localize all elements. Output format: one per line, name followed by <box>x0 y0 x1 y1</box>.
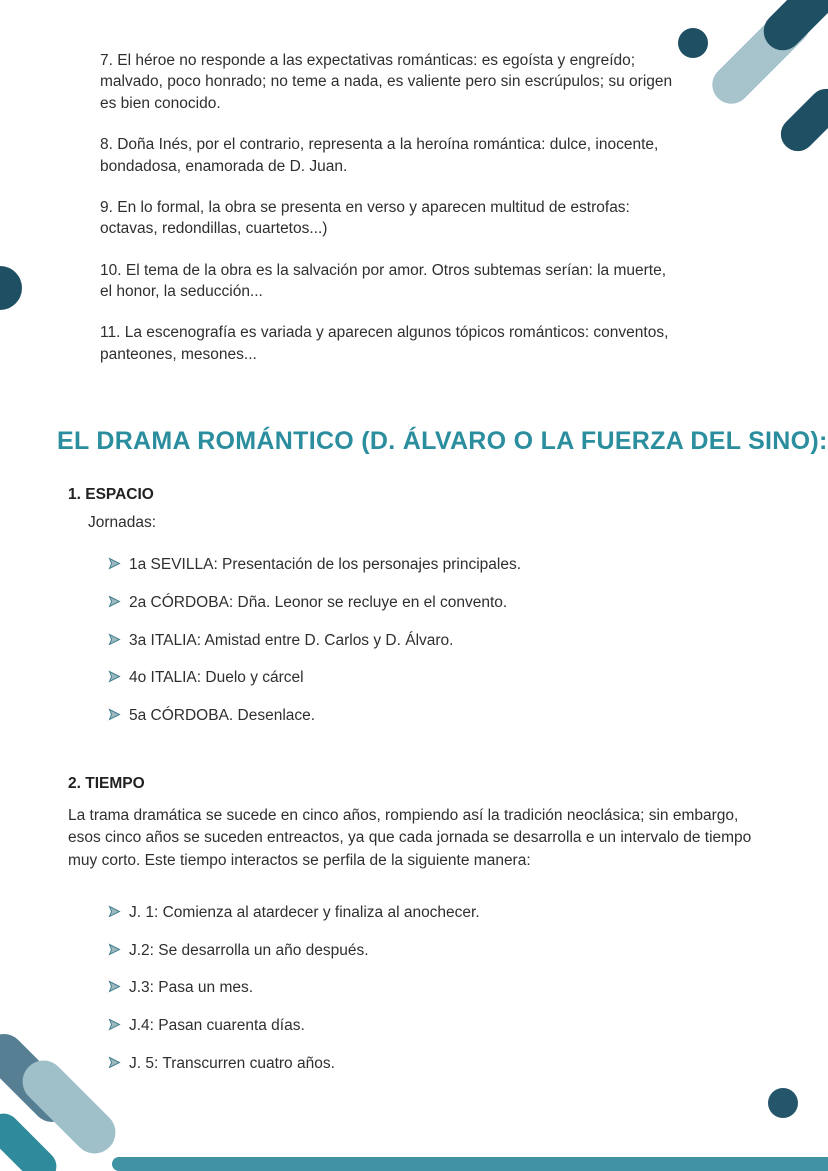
jornadas-list <box>108 554 828 726</box>
list-item <box>108 902 828 924</box>
list-item-text: J.4: Pasan cuarenta días. <box>129 1017 305 1035</box>
arrow-bullet-icon <box>108 670 121 683</box>
decoration-bottom-bar <box>112 1157 828 1171</box>
page-title: EL DRAMA ROMÁNTICO (D. ÁLVARO O LA FUERZA DEL SINO): <box>57 427 828 456</box>
intro-paragraph: 11. La escenografía es variada y aparecen algunos tópicos románticos: conventos, panteones, mesones... <box>100 324 669 363</box>
arrow-bullet-icon <box>108 557 121 570</box>
list-item-text: J. 5: Transcurren cuatro años. <box>129 1054 335 1072</box>
section-tiempo <box>68 775 828 1075</box>
section-paragraph: La trama dramática se sucede en cinco años, rompiendo así la tradición neoclásica; sin embargo, esos cinco años se suceden entreactos, ya que cada jornada se desarrolla e un intervalo de tiempo muy corto. Este tiempo interactos se perfila de la siguiente manera: <box>68 806 752 869</box>
decoration-bottom-left-teal-capsule <box>0 1107 63 1171</box>
intro-paragraph: 10. El tema de la obra es la salvación por amor. Otros subtemas serían: la muerte, el honor, la seducción... <box>100 261 667 300</box>
list-item-text: 1a SEVILLA: Presentación de los personajes principales. <box>129 556 522 574</box>
arrow-bullet-icon <box>108 1018 121 1031</box>
arrow-bullet-icon <box>108 1056 121 1069</box>
list-item-text: J. 1: Comienza al atardecer y finaliza al anochecer. <box>129 903 480 921</box>
intro-paragraphs <box>100 50 676 365</box>
list-item-text: 4o ITALIA: Duelo y cárcel <box>129 669 304 687</box>
section-espacio <box>68 486 828 726</box>
list-item-text: J.3: Pasa un mes. <box>129 979 254 997</box>
arrow-bullet-icon <box>108 943 121 956</box>
list-item <box>108 630 828 652</box>
list-item <box>108 1053 828 1075</box>
section-heading: 2. TIEMPO <box>68 774 145 792</box>
list-item <box>108 940 828 962</box>
list-item <box>108 554 828 576</box>
list-item <box>108 667 828 689</box>
decoration-bottom-right-circle <box>768 1088 798 1118</box>
list-item-text: 3a ITALIA: Amistad entre D. Carlos y D. Álvaro. <box>129 631 454 649</box>
intro-paragraph: 8. Doña Inés, por el contrario, representa a la heroína romántica: dulce, inocente, bondadosa, enamorada de D. Juan. <box>100 136 659 175</box>
arrow-bullet-icon <box>108 595 121 608</box>
list-item <box>108 1015 828 1037</box>
section-heading: 1. ESPACIO <box>68 486 154 504</box>
list-item <box>108 705 828 727</box>
arrow-bullet-icon <box>108 905 121 918</box>
section-subheading: Jornadas: <box>88 514 157 532</box>
jornadas-tiempo-list <box>108 902 828 1074</box>
list-item <box>108 977 828 999</box>
intro-paragraph: 9. En lo formal, la obra se presenta en verso y aparecen multitud de estrofas: octavas, redondillas, cuartetos...) <box>100 198 630 238</box>
list-item <box>108 592 828 614</box>
list-item-text: J.2: Se desarrolla un año después. <box>129 941 369 959</box>
arrow-bullet-icon <box>108 980 121 993</box>
list-item-text: 5a CÓRDOBA. Desenlace. <box>129 706 316 724</box>
arrow-bullet-icon <box>108 708 121 721</box>
list-item-text: 2a CÓRDOBA: Dña. Leonor se recluye en el convento. <box>129 593 508 611</box>
arrow-bullet-icon <box>108 633 121 646</box>
intro-paragraph: 7. El héroe no responde a las expectativas románticas: es egoísta y engreído; malvado, poco honrado; no teme a nada, es valiente pero sin escrúpulos; su origen es bien conocido. <box>100 52 673 112</box>
